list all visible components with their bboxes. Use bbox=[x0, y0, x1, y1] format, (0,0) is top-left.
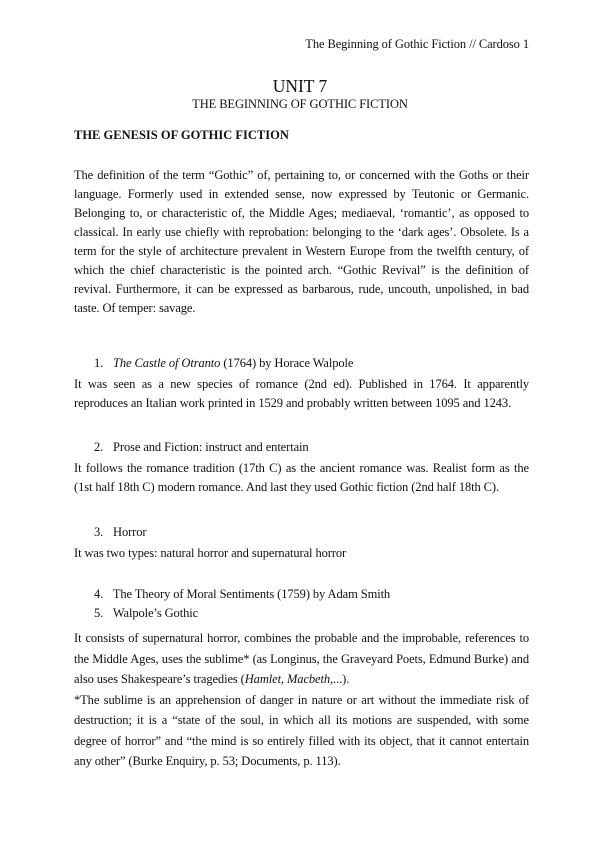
unit-subtitle: THE BEGINNING OF GOTHIC FICTION bbox=[192, 97, 408, 111]
description-text: It consists of supernatural horror, combines the probable and the improbable, references to the Middle Ages, uses the sublime* (as Longinus, the Graveyard Poets, Edmund Burke) and also uses Shakespeare’s tragedies ( bbox=[74, 631, 529, 686]
description-text-end: ,...). bbox=[330, 672, 350, 686]
list-item-title: Prose and Fiction: instruct and entertain bbox=[113, 440, 309, 454]
section-heading: THE GENESIS OF GOTHIC FICTION bbox=[74, 128, 289, 142]
list-item-1-description: It was seen as a new species of romance (2nd ed). Published in 1764. It apparently reproduces an Italian work printed in 1529 and probably written between 1095 and 1243. bbox=[74, 377, 529, 410]
list-item-number: 3. bbox=[94, 525, 104, 539]
list-item-4-title bbox=[94, 587, 390, 602]
unit-title: UNIT 7 bbox=[272, 76, 328, 96]
list-item-1-title bbox=[94, 356, 353, 371]
list-item-5-description bbox=[74, 628, 529, 772]
list-item-3-title bbox=[94, 525, 146, 540]
list-item-number: 1. bbox=[94, 356, 104, 370]
list-item-number: 2. bbox=[94, 440, 104, 454]
book-title: The Castle of Otranto bbox=[113, 356, 221, 370]
list-item-5-title bbox=[94, 606, 198, 621]
list-item-2-title bbox=[94, 440, 309, 455]
list-item-number: 5. bbox=[94, 606, 104, 620]
list-item-title: Horror bbox=[113, 525, 147, 539]
footnote: *The sublime is an apprehension of danger in nature or art without the immediate risk of destruction; it is a “state of the soul, in which all its motions are suspended, with some degree of horror” and “the mind is so entirely filled with its object, that it cannot entertain any other” (Burke Enquiry, p. 53; Documents, p. 113). bbox=[74, 692, 529, 768]
list-item-number: 4. bbox=[94, 587, 104, 601]
list-item-title: The Theory of Moral Sentiments (1759) by Adam Smith bbox=[112, 587, 391, 601]
intro-paragraph: The definition of the term “Gothic” of, pertaining to, or concerned with the Goths or their language. Formerly used in extended sense, now expressed by Teutonic or Germanic. Belonging to, or characteristic of, the Middle Ages; mediaeval, ‘romantic’, as opposed to classical. In early use chiefly with reprobation: belonging to the ‘dark ages’. Obsolete. Is a term for the style of architecture prevalent in Western Europe from the twelfth century, of which the chief characteristic is the pointed arch. “Gothic Revival” is the definition of revival. Furthermore, it can be expressed as barbarous, rude, uncouth, unpolished, in bad taste. Of temper: savage. bbox=[74, 168, 529, 315]
play-titles: Hamlet, Macbeth bbox=[244, 672, 331, 686]
list-item-title: Walpole’s Gothic bbox=[112, 606, 199, 620]
list-item-3-description: It was two types: natural horror and supernatural horror bbox=[74, 546, 347, 560]
list-item-2-description: It follows the romance tradition (17th C) as the ancient romance was. Realist form as the (1st half 18th C) modern romance. And last they used Gothic fiction (2nd half 18th C). bbox=[74, 461, 529, 494]
running-header: The Beginning of Gothic Fiction // Cardoso 1 bbox=[305, 37, 529, 51]
list-item-title-rest: (1764) by Horace Walpole bbox=[220, 356, 354, 370]
